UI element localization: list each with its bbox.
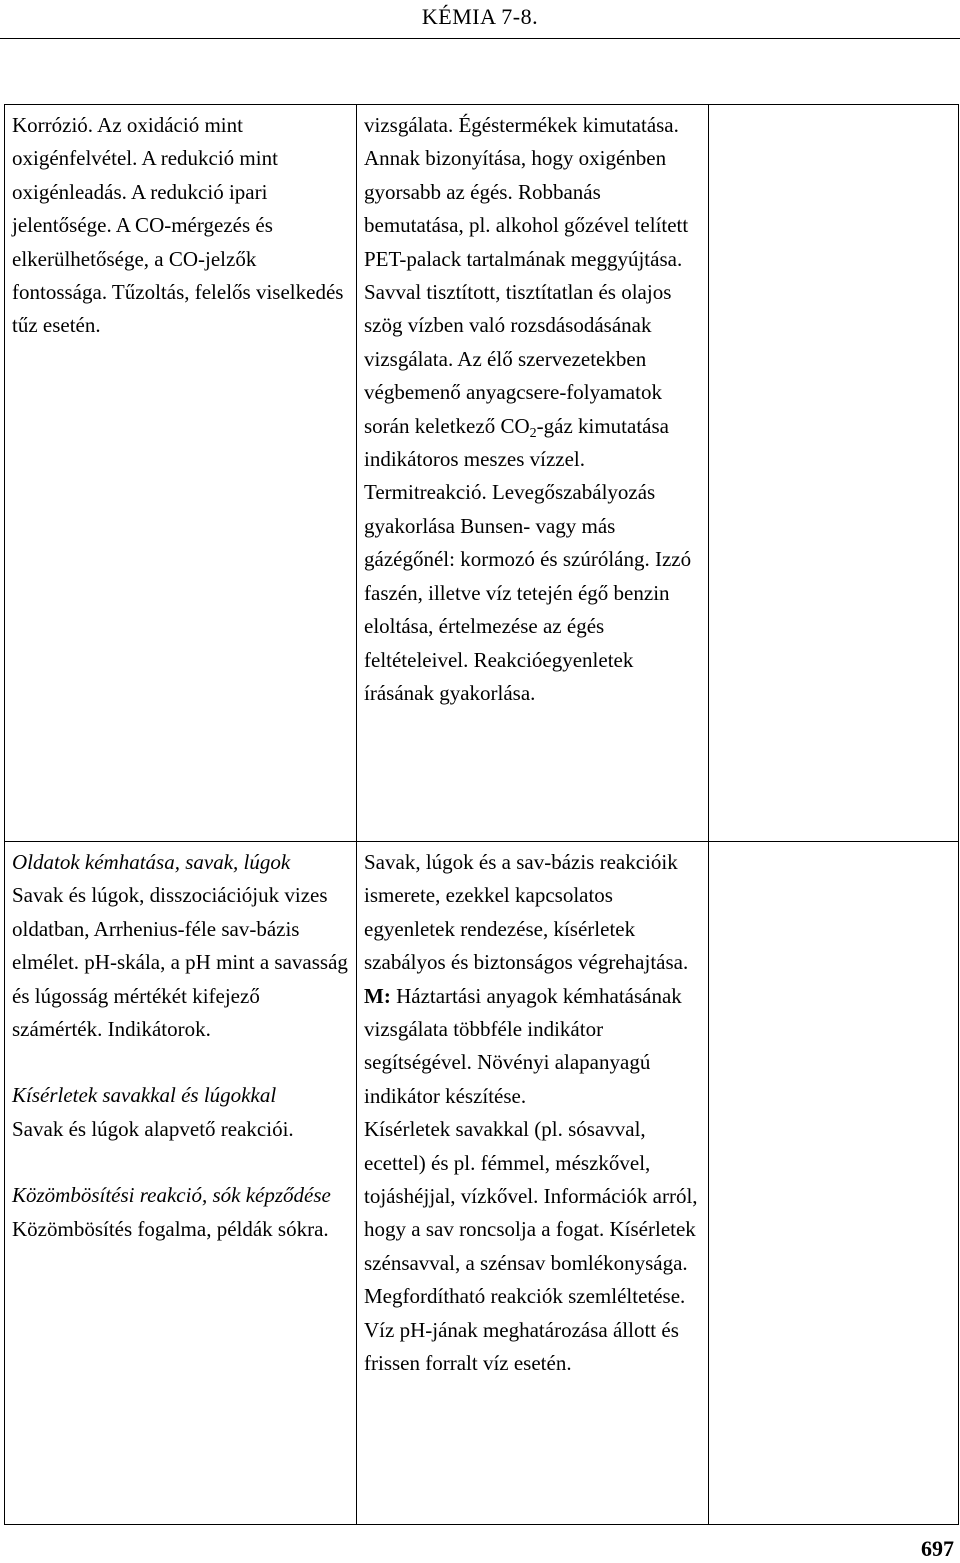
- activity-paragraph: Kísérletek savakkal (pl. sósavval, ecettel) és pl. fémmel, mészkővel, tojáshéjjal, vízkővel. Információk arról, hogy a sav roncsolja a fogat. Kísérletek szénsavval, a szénsav bomlékonysága. Megfordítható reakciók szemléltetése. Víz pH-jának meghatározása állott és frissen forralt víz esetén.: [364, 1117, 698, 1376]
- topics-cell: [5, 842, 357, 1525]
- topic-heading: Kísérletek savakkal és lúgokkal: [12, 1083, 277, 1108]
- topic-paragraph: Savak és lúgok alapvető reakciói.: [12, 1116, 294, 1141]
- topic-paragraph: Korrózió. Az oxidáció mint oxigénfelvétel. A redukció mint oxigénleadás. A redukció ipari jelentősége. A CO-mérgezés és elkerülhetősége, a CO-jelzők fontossága. Tűzoltás, felelős viselkedés tűz esetén.: [12, 113, 344, 338]
- page-header: KÉMIA 7-8.: [421, 4, 539, 29]
- activity-paragraph: M: Háztartási anyagok kémhatásának vizsgálata többféle indikátor segítségével. Növényi alapanyagú indikátor készítése.: [364, 983, 682, 1108]
- page-number: 697: [921, 1536, 954, 1561]
- topic-paragraph: Savak és lúgok, disszociációjuk vizes oldatban, Arrhenius-féle sav-bázis elmélet. pH-skála, a pH mint a savasság és lúgosság mértékét kifejező számérték. Indikátorok.: [12, 883, 348, 1042]
- activity-paragraph: Savak, lúgok és a sav-bázis reakcióik ismerete, ezekkel kapcsolatos egyenletek rendezése, kísérletek szabályos és biztonságos végrehajtása.: [364, 850, 689, 975]
- m-label: M:: [364, 983, 391, 1008]
- topic-heading: Oldatok kémhatása, savak, lúgok: [12, 850, 291, 874]
- activities-text: vizsgálata. Égéstermékek kimutatása. Annak bizonyítása, hogy oxigénben gyorsabb az égés. Robbanás bemutatása, pl. alkohol gőzével telített PET-palack tartalmának meggyújtása. Savval tisztított, tisztítatlan és olajos szög vízben való rozsdásodásának vizsgálata. Az élő szervezetekben végbemenő anyagcsere-folyamatok során keletkező $CO_2$-gáz kimutatása indikátoros meszes vízzel. Termitreakció. Levegőszabályozás gyakorlása Bunsen- vagy más gázégőnél: kormozó és szúróláng. Izzó faszén, illetve víz tetején égő benzin eloltása, értelmezése az égés feltételeivel. Reakcióegyenletek írásának gyakorlása.: [364, 113, 692, 705]
- table-row: [5, 105, 959, 842]
- topic-heading: Közömbösítési reakció, sók képződése: [12, 1183, 331, 1208]
- notes-cell: [709, 842, 959, 1525]
- topic-paragraph: Közömbösítés fogalma, példák sókra.: [12, 1216, 329, 1241]
- table-row: [5, 842, 959, 1525]
- activities-cell: [357, 105, 709, 842]
- topics-cell: [5, 105, 357, 842]
- header-divider: [0, 38, 960, 39]
- notes-cell: [709, 105, 959, 842]
- curriculum-table: [4, 104, 959, 1525]
- subscript: 2: [529, 425, 537, 441]
- activities-cell: [357, 842, 709, 1525]
